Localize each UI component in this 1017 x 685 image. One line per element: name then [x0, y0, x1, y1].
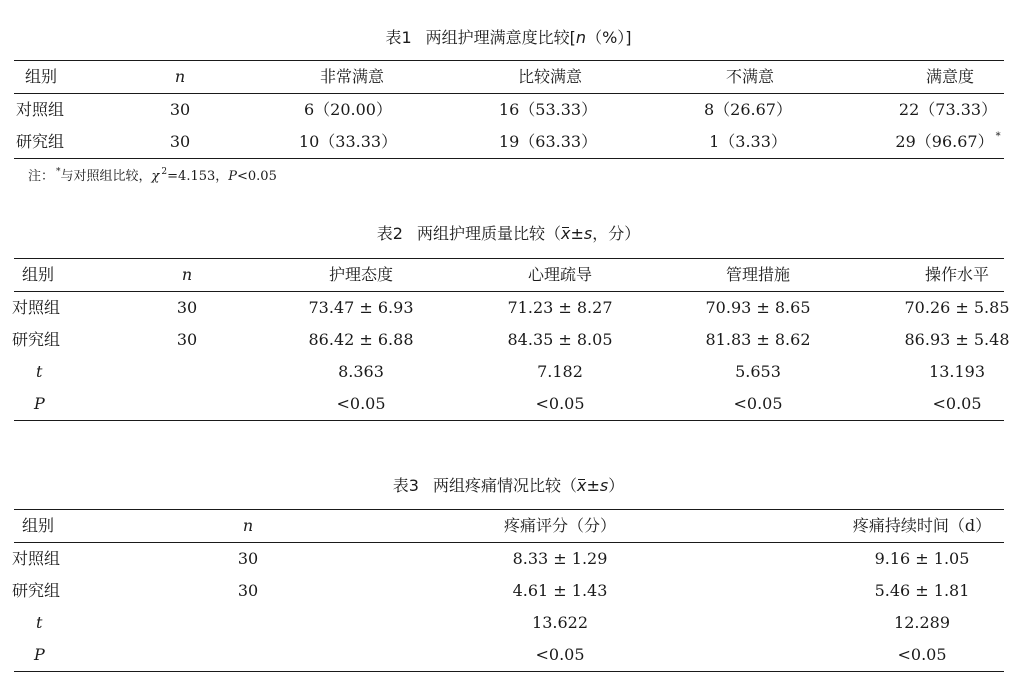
- significance-marker: *: [995, 131, 1001, 142]
- cell-value: 12.289: [894, 613, 950, 632]
- cell-value: 8.33 ± 1.29: [512, 549, 608, 568]
- table2-title-end: ，分）: [592, 224, 641, 243]
- table3-title: 两组疼痛情况比较（: [432, 476, 577, 495]
- cell-value: <0.05: [535, 645, 585, 664]
- note-p: P: [228, 169, 238, 184]
- cell-n: 30: [176, 330, 198, 349]
- table3-header-pain-score: 疼痛评分（分）: [503, 516, 617, 535]
- table3-title-xbar: x: [576, 476, 587, 495]
- cell-value: 86.42 ± 6.88: [308, 330, 414, 349]
- cell-value: 16（53.33）: [498, 100, 598, 119]
- table-row: [0, 639, 1017, 671]
- cell-n: 30: [176, 298, 198, 317]
- cell-value-text: 29（96.67）: [895, 132, 994, 151]
- cell-value: 70.26 ± 5.85: [904, 298, 1010, 317]
- cell-value: 81.83 ± 8.62: [705, 330, 811, 349]
- row-label: P: [34, 394, 45, 413]
- table1-bottom-rule: [14, 158, 1004, 159]
- cell-value: 1（3.33）: [709, 132, 787, 151]
- row-label: 研究组: [12, 330, 61, 349]
- table1-header-unsatisfied: 不满意: [725, 67, 775, 86]
- cell-n: 30: [169, 100, 191, 119]
- cell-value: 8.363: [338, 362, 384, 381]
- table-row: [0, 126, 1017, 158]
- cell-n: 30: [169, 132, 191, 151]
- table1-header-very-satisfied: 非常满意: [319, 67, 385, 86]
- table1-number: 表1: [385, 28, 412, 47]
- row-label: 对照组: [12, 549, 61, 568]
- table2-title-xbar: x: [560, 224, 571, 243]
- cell-value: 5.46 ± 1.81: [874, 581, 970, 600]
- cell-value: <0.05: [336, 394, 386, 413]
- table1-title-n: n: [575, 28, 587, 47]
- table1-header-group: 组别: [25, 67, 58, 86]
- row-label: 研究组: [16, 132, 65, 151]
- note-chi: χ: [151, 169, 160, 184]
- table2-header-row: [0, 259, 1017, 291]
- cell-value: 71.23 ± 8.27: [507, 298, 613, 317]
- cell-n: 30: [237, 549, 259, 568]
- cell-value: <0.05: [932, 394, 982, 413]
- cell-value: 6（20.00）: [304, 100, 392, 119]
- table2-caption: [0, 224, 1017, 244]
- table2-header-group: 组别: [22, 265, 55, 284]
- row-label: 对照组: [16, 100, 65, 119]
- cell-value: <0.05: [535, 394, 585, 413]
- note-chi-sup: 2: [161, 167, 168, 177]
- table2-header-counseling: 心理疏导: [527, 265, 593, 284]
- row-label: t: [36, 362, 43, 381]
- table2-bottom-rule: [14, 420, 1004, 421]
- table2-header-n: n: [181, 265, 193, 284]
- cell-value: 7.182: [537, 362, 583, 381]
- note-marker: *: [56, 167, 61, 177]
- cell-value: 13.193: [929, 362, 985, 381]
- table1-note: [28, 168, 277, 187]
- table2-number: 表2: [376, 224, 403, 243]
- table3-header-row: [0, 510, 1017, 542]
- cell-value: <0.05: [733, 394, 783, 413]
- table-row: [0, 543, 1017, 575]
- table2-header-management: 管理措施: [725, 265, 791, 284]
- table3-title-end: ）: [608, 476, 625, 495]
- table2-title-s: s: [583, 224, 593, 243]
- table3-header-group: 组别: [22, 516, 55, 535]
- cell-value: [895, 126, 1000, 158]
- row-label: 研究组: [12, 581, 61, 600]
- cell-value: 19（63.33）: [498, 132, 598, 151]
- row-label: 对照组: [12, 298, 61, 317]
- note-p-value: <0.05: [237, 169, 277, 184]
- row-label: t: [36, 613, 43, 632]
- table-row: [0, 607, 1017, 639]
- table1-header-fairly-satisfied: 比较满意: [517, 67, 583, 86]
- table-row: [0, 94, 1017, 126]
- table3-title-s: s: [599, 476, 609, 495]
- table-row: [0, 324, 1017, 356]
- table-row: [0, 388, 1017, 420]
- table3-header-pain-duration: 疼痛持续时间（d）: [852, 516, 992, 535]
- table2-header-operation: 操作水平: [924, 265, 990, 284]
- cell-n: 30: [237, 581, 259, 600]
- table1-header-satisfaction-rate: 满意度: [925, 67, 975, 86]
- cell-value: 10（33.33）: [298, 132, 398, 151]
- table1-caption: [0, 28, 1017, 48]
- table-row: [0, 575, 1017, 607]
- row-label: P: [34, 645, 45, 664]
- cell-value: 22（73.33）: [898, 100, 998, 119]
- cell-value: 8（26.67）: [704, 100, 792, 119]
- table3-bottom-rule: [14, 671, 1004, 672]
- note-prefix: 注：: [28, 169, 55, 184]
- cell-value: 84.35 ± 8.05: [507, 330, 613, 349]
- table1-title-bracket: [: [569, 28, 576, 47]
- cell-value: 4.61 ± 1.43: [512, 581, 608, 600]
- cell-value: 73.47 ± 6.93: [308, 298, 414, 317]
- note-text: 与对照组比较，: [60, 169, 152, 184]
- cell-value: 5.653: [735, 362, 781, 381]
- table2-header-attitude: 护理态度: [328, 265, 394, 284]
- table1-header-n: n: [174, 67, 186, 86]
- cell-value: 13.622: [532, 613, 588, 632]
- table2-title-pm: ±: [570, 224, 584, 243]
- cell-value: 70.93 ± 8.65: [705, 298, 811, 317]
- cell-value: <0.05: [897, 645, 947, 664]
- table2-title: 两组护理质量比较（: [416, 224, 561, 243]
- table1-header-row: [0, 61, 1017, 93]
- note-chi-value: =4.153，: [167, 169, 229, 184]
- table3-caption: [0, 476, 1017, 496]
- table-row: [0, 356, 1017, 388]
- cell-value: 86.93 ± 5.48: [904, 330, 1010, 349]
- table1-title-unit: （%）]: [586, 28, 632, 47]
- cell-value: 9.16 ± 1.05: [874, 549, 970, 568]
- table3-number: 表3: [392, 476, 419, 495]
- table3-header-n: n: [242, 516, 254, 535]
- table3-title-pm: ±: [586, 476, 600, 495]
- table-row: [0, 292, 1017, 324]
- table1-title: 两组护理满意度比较: [425, 28, 570, 47]
